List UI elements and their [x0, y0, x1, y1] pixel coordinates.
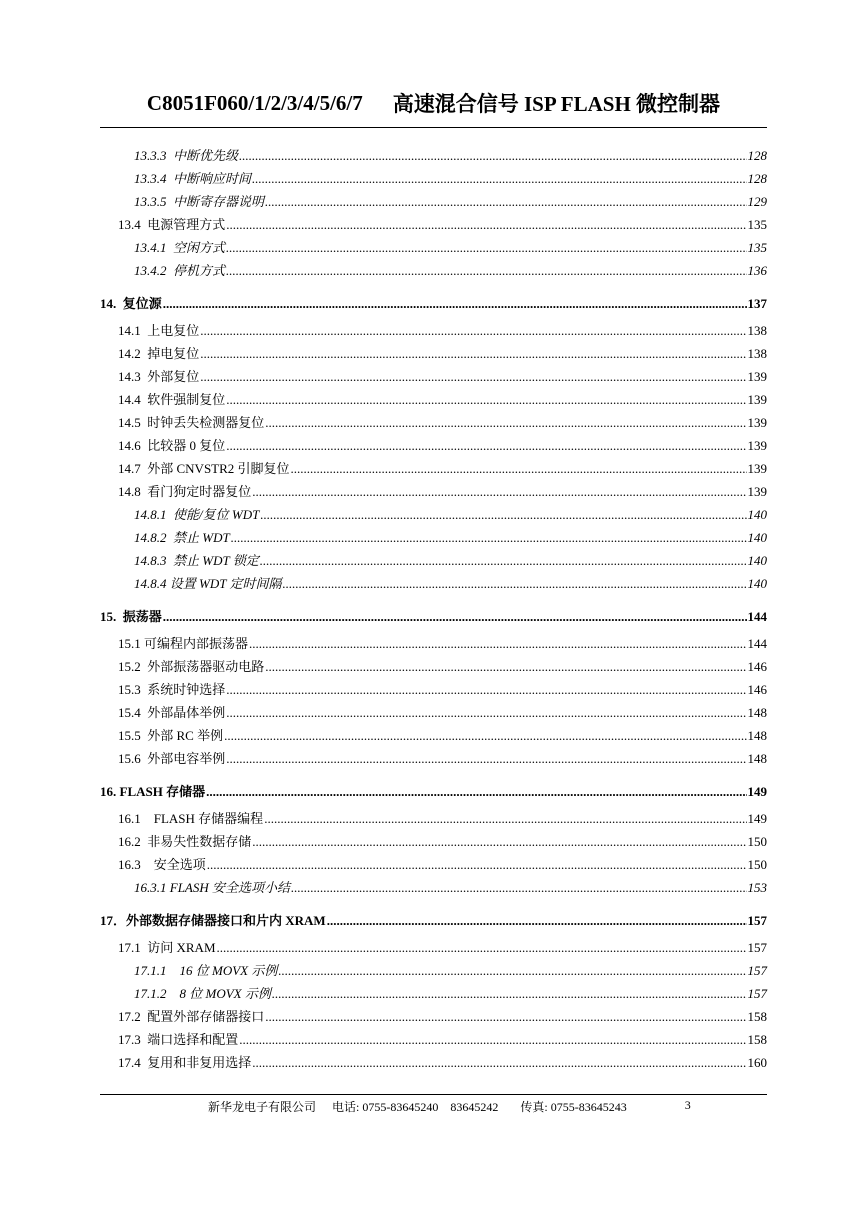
toc-entry[interactable] [100, 905, 767, 936]
toc-entry[interactable] [100, 503, 767, 526]
toc-entry-title: 14.8.4 设置 WDT 定时间隔 [134, 576, 282, 591]
toc-entry[interactable] [100, 236, 767, 259]
toc-entry-page: 129 [747, 194, 767, 209]
toc-entry-title: 14.2 掉电复位 [118, 346, 200, 361]
toc-entry-title: 16.3.1 FLASH 安全选项小结 [134, 880, 291, 895]
toc-entry-title: 14.7 外部 CNVSTR2 引脚复位 [118, 461, 290, 476]
header-rule [100, 127, 767, 128]
toc-entry[interactable] [100, 365, 767, 388]
toc-leader-dots [252, 830, 746, 853]
footer-page-number: 3 [684, 1098, 691, 1112]
toc-entry-page: 144 [747, 609, 767, 624]
toc-entry[interactable] [100, 830, 767, 853]
toc-entry[interactable] [100, 776, 767, 807]
toc-leader-dots [282, 572, 746, 595]
toc-leader-dots [224, 724, 746, 747]
toc-entry-page: 139 [747, 438, 767, 453]
toc-leader-dots [249, 632, 746, 655]
toc-leader-dots [226, 434, 746, 457]
toc-entry[interactable] [100, 807, 767, 830]
toc-entry-title: 14.5 时钟丢失检测器复位 [118, 415, 265, 430]
toc-entry[interactable] [100, 144, 767, 167]
toc-entry-page: 139 [747, 461, 767, 476]
toc-entry[interactable] [100, 411, 767, 434]
toc-entry-page: 138 [747, 323, 767, 338]
page-header [100, 86, 767, 120]
toc-entry-page: 128 [747, 171, 767, 186]
toc-entry-page: 158 [747, 1009, 767, 1024]
header-model: C8051F060/1/2/3/4/5/6/7 [146, 90, 363, 115]
toc-entry[interactable] [100, 724, 767, 747]
toc-entry-title: 15.3 系统时钟选择 [118, 682, 226, 697]
footer-rule [100, 1094, 767, 1095]
toc-entry[interactable] [100, 549, 767, 572]
toc-entry[interactable] [100, 457, 767, 480]
toc-entry[interactable] [100, 167, 767, 190]
toc-leader-dots [252, 480, 746, 503]
toc-entry[interactable] [100, 982, 767, 1005]
toc-entry-title: 17.3 端口选择和配置 [118, 1032, 239, 1047]
footer-company: 新华龙电子有限公司 [208, 1100, 317, 1114]
toc-leader-dots [200, 342, 746, 365]
toc-leader-dots [163, 288, 747, 319]
toc-entry-page: 158 [747, 1032, 767, 1047]
toc-entry-title: 14.8.1 使能/复位 WDT [134, 507, 260, 522]
toc-entry[interactable] [100, 601, 767, 632]
toc-entry-title: 14.1 上电复位 [118, 323, 200, 338]
toc-entry-title: 15.2 外部振荡器驱动电路 [118, 659, 265, 674]
toc-entry-title: 14.8 看门狗定时器复位 [118, 484, 252, 499]
toc-entry-title: 14.3 外部复位 [118, 369, 200, 384]
toc-entry[interactable] [100, 876, 767, 899]
toc-entry[interactable] [100, 853, 767, 876]
toc-entry-title: 13.3.3 中断优先级 [134, 148, 239, 163]
toc-leader-dots [226, 259, 746, 282]
toc-entry-title: 13.4.1 空闲方式 [134, 240, 226, 255]
page-footer [208, 1098, 748, 1115]
toc-leader-dots [226, 701, 746, 724]
toc-entry[interactable] [100, 190, 767, 213]
toc-entry-page: 148 [747, 705, 767, 720]
toc-entry-page: 137 [747, 296, 767, 311]
toc-leader-dots [226, 213, 746, 236]
toc-leader-dots [272, 982, 747, 1005]
toc-entry-page: 146 [747, 682, 767, 697]
toc-entry-title: 17.1 访问 XRAM [118, 940, 216, 955]
toc-leader-dots [252, 167, 746, 190]
toc-entry-title: 14.4 软件强制复位 [118, 392, 226, 407]
toc-entry-title: 17.1.1 16 位 MOVX 示例 [134, 963, 278, 978]
toc-entry-page: 157 [747, 940, 767, 955]
toc-entry[interactable] [100, 701, 767, 724]
toc-leader-dots [291, 457, 747, 480]
toc-leader-dots [163, 601, 747, 632]
toc-leader-dots [226, 236, 746, 259]
toc-entry-page: 136 [747, 263, 767, 278]
toc-entry-page: 148 [747, 751, 767, 766]
toc-entry[interactable] [100, 747, 767, 770]
toc-entry-page: 153 [747, 880, 767, 895]
toc-entry-page: 157 [747, 963, 767, 978]
toc-leader-dots [207, 853, 747, 876]
header-title: 高速混合信号 ISP FLASH 微控制器 [392, 92, 721, 116]
toc-entry[interactable] [100, 288, 767, 319]
toc-entry-title: 16.2 非易失性数据存储 [118, 834, 252, 849]
toc-entry-title: 13.3.4 中断响应时间 [134, 171, 252, 186]
toc-entry[interactable] [100, 936, 767, 959]
toc-leader-dots [252, 1051, 746, 1074]
toc-entry-page: 140 [747, 553, 767, 568]
toc-entry[interactable] [100, 1005, 767, 1028]
toc-leader-dots [264, 807, 746, 830]
toc-entry-title: 15.6 外部电容举例 [118, 751, 226, 766]
toc-leader-dots [278, 959, 746, 982]
toc-leader-dots [260, 503, 746, 526]
toc-entry-page: 139 [747, 484, 767, 499]
toc-entry[interactable] [100, 678, 767, 701]
toc-leader-dots [327, 905, 747, 936]
toc-entry-title: 17.2 配置外部存储器接口 [118, 1009, 265, 1024]
toc-entry-page: 140 [747, 507, 767, 522]
toc-leader-dots [239, 1028, 746, 1051]
toc-entry-page: 140 [747, 530, 767, 545]
toc-entry[interactable] [100, 526, 767, 549]
toc-entry-page: 139 [747, 392, 767, 407]
footer-fax: 传真: 0755-83645243 [520, 1100, 627, 1114]
toc-entry-page: 140 [747, 576, 767, 591]
toc-entry[interactable] [100, 655, 767, 678]
toc-entry-title: 14.8.2 禁止 WDT [134, 530, 230, 545]
footer-phone: 电话: 0755-83645240 83645242 [332, 1100, 499, 1114]
toc-entry-title: 13.4.2 停机方式 [134, 263, 226, 278]
toc-entry-title: 14.6 比较器 0 复位 [118, 438, 226, 453]
toc-entry-title: 16.1 FLASH 存储器编程 [118, 811, 264, 826]
toc-entry-title: 15. 振荡器 [100, 609, 162, 624]
toc-entry-title: 17.4 复用和非复用选择 [118, 1055, 252, 1070]
toc-entry-page: 135 [747, 240, 767, 255]
toc-entry-title: 15.4 外部晶体举例 [118, 705, 226, 720]
toc-entry-page: 148 [747, 728, 767, 743]
toc-entry-page: 135 [747, 217, 767, 232]
toc-entry-page: 150 [747, 857, 767, 872]
toc-entry-page: 144 [747, 636, 767, 651]
toc-entry-page: 160 [747, 1055, 767, 1070]
toc-entry-title: 14.8.3 禁止 WDT 锁定 [134, 553, 259, 568]
toc-entry[interactable] [100, 388, 767, 411]
toc-entry-page: 149 [747, 784, 767, 799]
toc-entry[interactable] [100, 959, 767, 982]
toc-entry[interactable] [100, 319, 767, 342]
toc-leader-dots [226, 747, 746, 770]
toc-leader-dots [226, 388, 746, 411]
toc-entry[interactable] [100, 480, 767, 503]
toc-entry-title: 14. 复位源 [100, 296, 162, 311]
toc-leader-dots [200, 319, 746, 342]
toc-leader-dots [265, 1005, 746, 1028]
toc-entry-title: 13.3.5 中断寄存器说明 [134, 194, 265, 209]
toc-entry-title: 13.4 电源管理方式 [118, 217, 226, 232]
toc-leader-dots [231, 526, 747, 549]
toc-entry[interactable] [100, 342, 767, 365]
table-of-contents [100, 144, 767, 1074]
toc-entry-title: 16. FLASH 存储器 [100, 784, 206, 799]
toc-entry-title: 17．外部数据存储器接口和片内 XRAM [100, 913, 326, 928]
toc-entry[interactable] [100, 1051, 767, 1074]
toc-entry-page: 128 [747, 148, 767, 163]
toc-leader-dots [260, 549, 747, 572]
toc-entry-page: 138 [747, 346, 767, 361]
toc-entry-page: 149 [747, 811, 767, 826]
toc-entry-page: 150 [747, 834, 767, 849]
toc-leader-dots [200, 365, 746, 388]
toc-entry-page: 139 [747, 369, 767, 384]
toc-entry[interactable] [100, 1028, 767, 1051]
toc-leader-dots [265, 190, 746, 213]
toc-leader-dots [265, 411, 746, 434]
toc-entry-title: 15.5 外部 RC 举例 [118, 728, 224, 743]
toc-entry[interactable] [100, 434, 767, 457]
toc-entry[interactable] [100, 572, 767, 595]
toc-entry[interactable] [100, 632, 767, 655]
toc-leader-dots [206, 776, 746, 807]
toc-entry-page: 157 [747, 986, 767, 1001]
toc-entry-title: 15.1 可编程内部振荡器 [118, 636, 249, 651]
toc-leader-dots [239, 144, 746, 167]
toc-leader-dots [217, 936, 747, 959]
toc-entry[interactable] [100, 213, 767, 236]
toc-leader-dots [291, 876, 746, 899]
toc-entry-title: 16.3 安全选项 [118, 857, 206, 872]
toc-entry[interactable] [100, 259, 767, 282]
toc-leader-dots [226, 678, 746, 701]
toc-entry-title: 17.1.2 8 位 MOVX 示例 [134, 986, 271, 1001]
toc-leader-dots [265, 655, 746, 678]
toc-entry-page: 139 [747, 415, 767, 430]
toc-entry-page: 157 [747, 913, 767, 928]
toc-entry-page: 146 [747, 659, 767, 674]
